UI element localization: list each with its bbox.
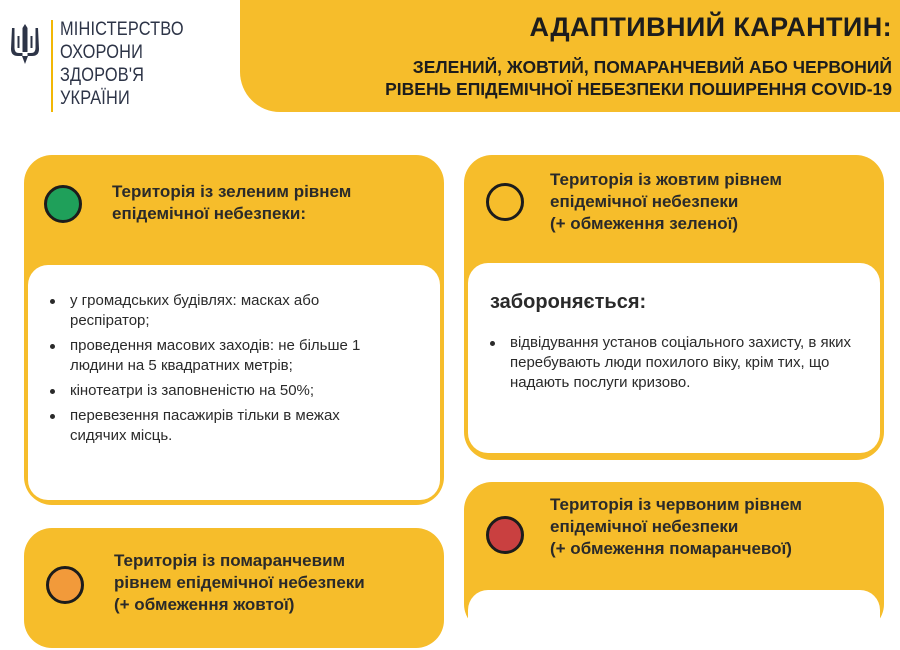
orange-dot-icon (46, 566, 84, 604)
red-level-title-line: Територія із червоним рівнем (550, 495, 802, 514)
red-level-title-line: епідемічної небезпеки (550, 517, 739, 536)
orange-level-title-line: Територія із помаранчевим (114, 551, 346, 570)
rule-item: у громадських будівлях: масках або респіратор; (48, 291, 378, 331)
page-subtitle (385, 56, 892, 100)
rule-item: проведення масових заходів: не більше 1 людини на 5 квадратних метрів; (48, 336, 378, 376)
yellow-level-title-line: епідемічної небезпеки (550, 192, 739, 211)
orange-level-title-line: рівнем епідемічної небезпеки (114, 573, 365, 592)
yellow-level-title (550, 169, 782, 235)
red-level-card (464, 482, 884, 632)
header-banner (240, 0, 900, 112)
red-level-title (550, 494, 802, 560)
logo-divider (51, 20, 53, 112)
rule-item: кінотеатри із заповненістю на 50%; (48, 381, 378, 401)
red-dot-icon (486, 516, 524, 554)
trident-icon (8, 22, 42, 66)
orange-level-title (114, 550, 365, 616)
green-level-title-line: епідемічної небезпеки: (112, 204, 307, 223)
red-level-body (468, 590, 880, 650)
red-level-title-line: (+ обмеження помаранчевої) (550, 539, 792, 558)
green-level-title (112, 181, 351, 225)
page-subtitle-line: РІВЕНЬ ЕПІДЕМІЧНОЇ НЕБЕЗПЕКИ ПОШИРЕННЯ COVID-19 (385, 79, 892, 99)
yellow-dot-icon (486, 183, 524, 221)
yellow-rules-list (488, 333, 858, 398)
ministry-name-line: УКРАЇНИ (60, 88, 130, 109)
page-title: АДАПТИВНИЙ КАРАНТИН: (529, 12, 892, 42)
green-level-card (24, 155, 444, 505)
green-dot-icon (44, 185, 82, 223)
yellow-level-title-line: (+ обмеження зеленої) (550, 214, 739, 233)
ministry-name-line: ОХОРОНИ (60, 42, 144, 63)
forbidden-label: забороняється: (490, 291, 647, 313)
ministry-name-line: ЗДОРОВ'Я (60, 65, 145, 86)
green-level-title-line: Територія із зеленим рівнем (112, 182, 352, 201)
yellow-level-card (464, 155, 884, 460)
page-subtitle-line: ЗЕЛЕНИЙ, ЖОВТИЙ, ПОМАРАНЧЕВИЙ АБО ЧЕРВОНИЙ (412, 57, 892, 77)
ministry-name (60, 18, 184, 110)
orange-level-title-line: (+ обмеження жовтої) (114, 595, 295, 614)
green-rules-list (48, 291, 378, 451)
yellow-level-title-line: Територія із жовтим рівнем (550, 170, 782, 189)
ministry-logo (8, 8, 218, 118)
rule-item: перевезення пасажирів тільки в межах сидячих місць. (48, 406, 378, 446)
yellow-level-body (468, 263, 880, 453)
rule-item: відвідування установ соціального захисту, в яких перебувають люди похилого віку, крім тих, що надають послуги кризово. (488, 333, 858, 393)
ministry-name-line: МІНІСТЕРСТВО (60, 19, 184, 40)
orange-level-card (24, 528, 444, 648)
green-level-body (28, 265, 440, 500)
